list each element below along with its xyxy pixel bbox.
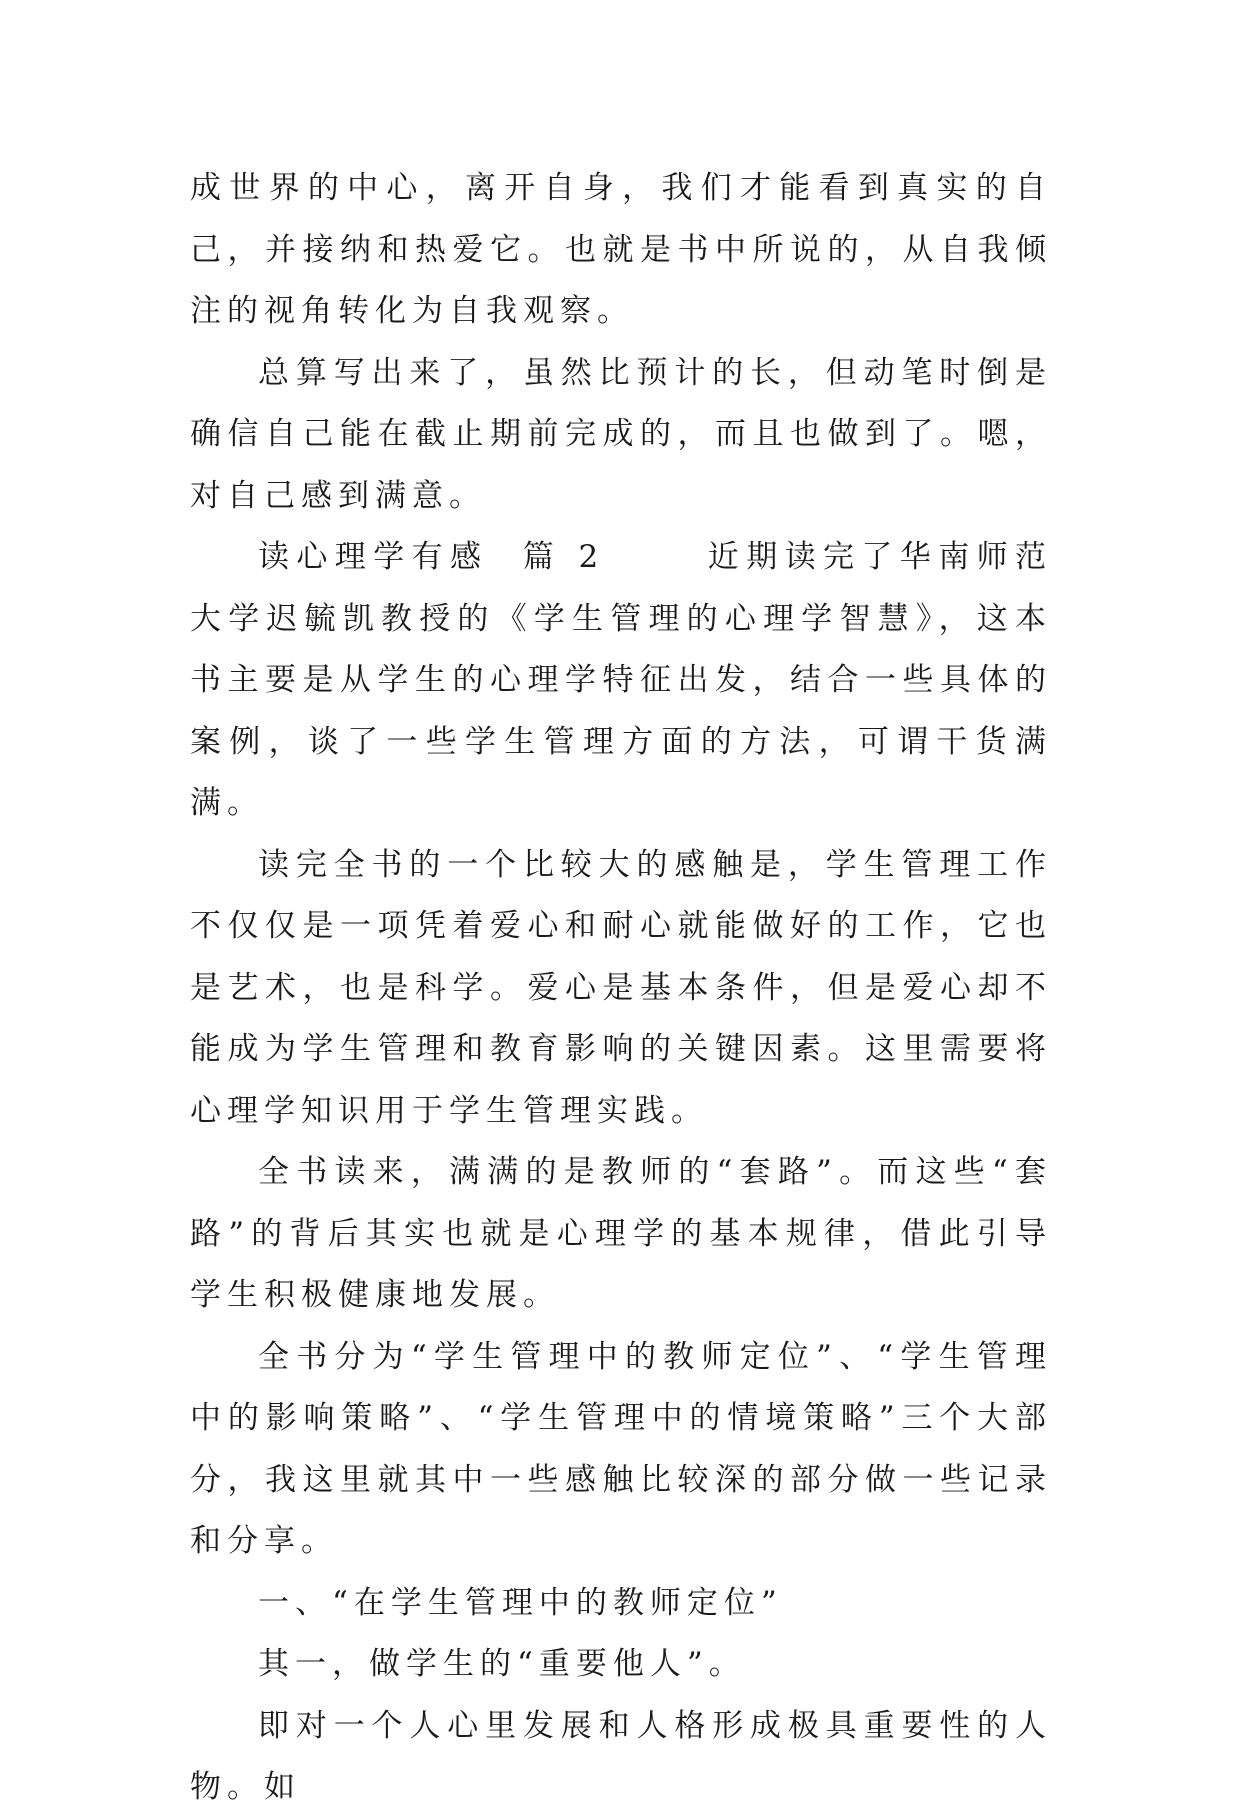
section-heading-1: 一、“在学生管理中的教师定位” [258,1584,783,1621]
paragraph-8: 其一，做学生的“重要他人”。 [258,1646,746,1682]
paragraph-3: 读心理学有感 篇 2 近期读完了华南师范大学迟毓凯教授的《学生管理的心理学智慧》，这本书主要是从学生的心理学特征出发，结合一些具体的案例，谈了一些学生管理方面的方法，可谓干货满满。 [190,539,1052,821]
paragraph-2: 总算写出来了，虽然比预计的长，但动笔时倒是确信自己能在截止期前完成的，而且也做到了。嗯，对自己感到满意。 [190,354,1052,514]
body-text [190,158,1052,1819]
paragraph-6: 全书分为“学生管理中的教师定位”、“学生管理中的影响策略”、“学生管理中的情境策略”三个大部分，我这里就其中一些感触比较深的部分做一些记录和分享。 [190,1338,1052,1559]
paragraph-9: 即对一个人心里发展和人格形成极具重要性的人物。如 [190,1707,1052,1805]
paragraph-1: 成世界的中心，离开自身，我们才能看到真实的自己，并接纳和热爱它。也就是书中所说的，从自我倾注的视角转化为自我观察。 [190,170,1052,329]
paragraph-5: 全书读来，满满的是教师的“套路”。而这些“套路”的背后其实也就是心理学的基本规律，借此引导学生积极健康地发展。 [190,1154,1052,1313]
paragraph-4: 读完全书的一个比较大的感触是，学生管理工作不仅仅是一项凭着爱心和耐心就能做好的工作，它也是艺术，也是科学。爱心是基本条件，但是爱心却不能成为学生管理和教育影响的关键因素。这里需要将心理学知识用于学生管理实践。 [190,846,1052,1129]
